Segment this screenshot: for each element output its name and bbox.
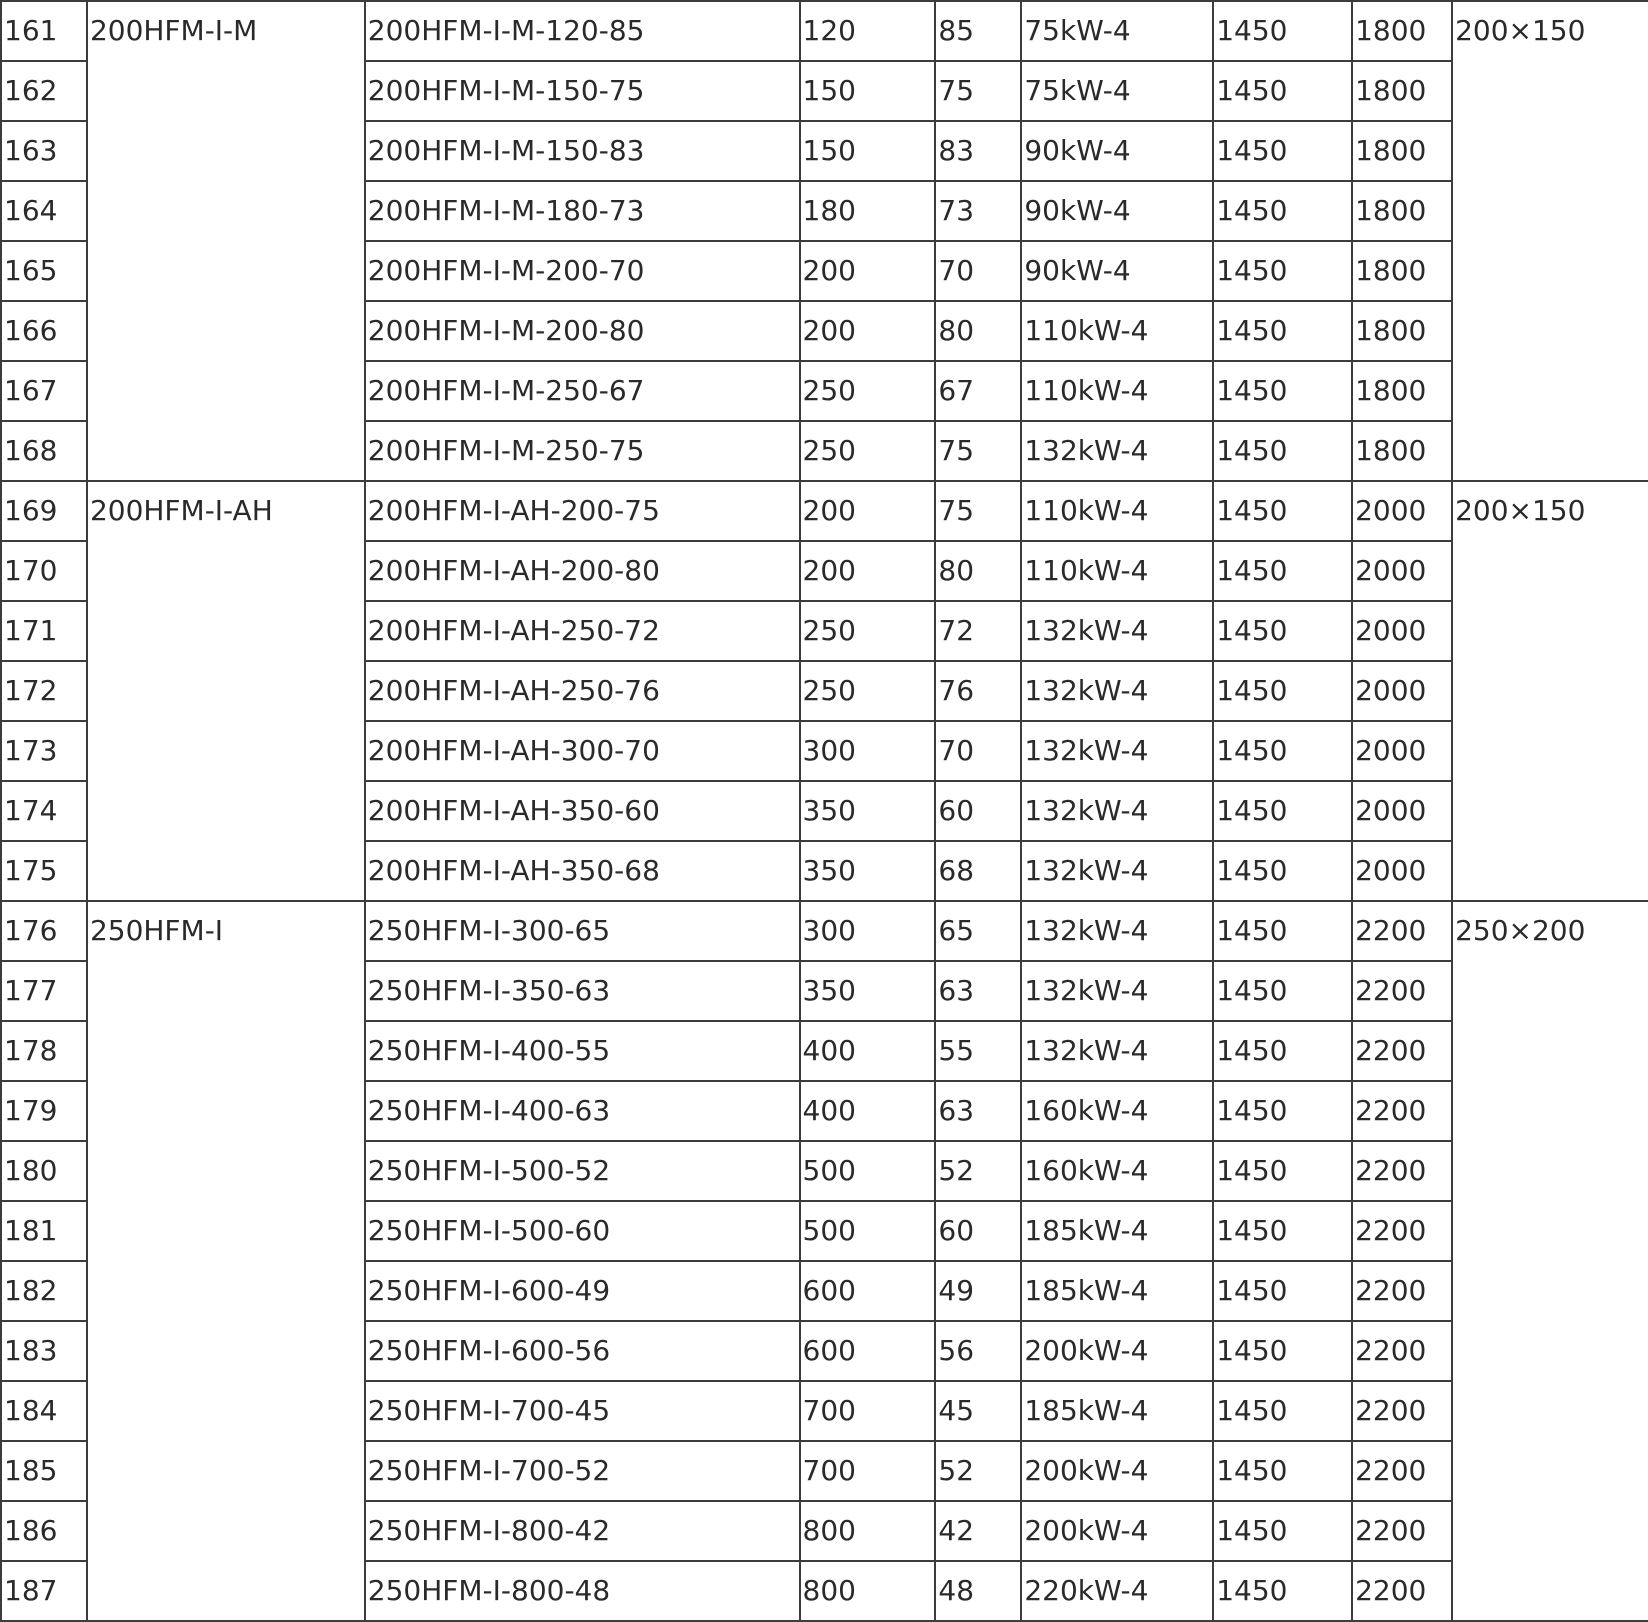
speed-cell: 1450 xyxy=(1213,721,1352,781)
motor-power-cell: 132kW-4 xyxy=(1021,661,1213,721)
head-cell: 70 xyxy=(935,721,1021,781)
row-number-cell: 181 xyxy=(1,1201,87,1261)
motor-power-cell: 132kW-4 xyxy=(1021,841,1213,901)
motor-power-cell: 160kW-4 xyxy=(1021,1081,1213,1141)
table-row xyxy=(1,901,1648,961)
model-cell: 200HFM-I-AH-200-75 xyxy=(365,481,800,541)
row-number-cell: 180 xyxy=(1,1141,87,1201)
model-cell: 250HFM-I-350-63 xyxy=(365,961,800,1021)
head-cell: 49 xyxy=(935,1261,1021,1321)
row-number-cell: 162 xyxy=(1,61,87,121)
impeller-diameter-cell: 2200 xyxy=(1352,961,1452,1021)
motor-power-cell: 110kW-4 xyxy=(1021,481,1213,541)
speed-cell: 1450 xyxy=(1213,421,1352,481)
impeller-diameter-cell: 2000 xyxy=(1352,841,1452,901)
model-cell: 200HFM-I-AH-350-68 xyxy=(365,841,800,901)
flow-cell: 600 xyxy=(800,1261,936,1321)
head-cell: 85 xyxy=(935,1,1021,61)
motor-power-cell: 185kW-4 xyxy=(1021,1381,1213,1441)
head-cell: 73 xyxy=(935,181,1021,241)
impeller-diameter-cell: 1800 xyxy=(1352,361,1452,421)
impeller-diameter-cell: 2200 xyxy=(1352,1381,1452,1441)
impeller-diameter-cell: 1800 xyxy=(1352,61,1452,121)
row-number-cell: 174 xyxy=(1,781,87,841)
motor-power-cell: 110kW-4 xyxy=(1021,541,1213,601)
speed-cell: 1450 xyxy=(1213,481,1352,541)
head-cell: 68 xyxy=(935,841,1021,901)
row-number-cell: 165 xyxy=(1,241,87,301)
impeller-diameter-cell: 2200 xyxy=(1352,1321,1452,1381)
impeller-diameter-cell: 2200 xyxy=(1352,1201,1452,1261)
series-cell: 200HFM-I-AH xyxy=(87,481,365,901)
speed-cell: 1450 xyxy=(1213,901,1352,961)
motor-power-cell: 110kW-4 xyxy=(1021,301,1213,361)
model-cell: 250HFM-I-800-48 xyxy=(365,1561,800,1621)
model-cell: 200HFM-I-AH-350-60 xyxy=(365,781,800,841)
impeller-diameter-cell: 2000 xyxy=(1352,601,1452,661)
model-cell: 200HFM-I-M-150-75 xyxy=(365,61,800,121)
outlet-size-cell: 200×150 xyxy=(1452,481,1648,901)
flow-cell: 500 xyxy=(800,1141,936,1201)
motor-power-cell: 110kW-4 xyxy=(1021,361,1213,421)
head-cell: 60 xyxy=(935,781,1021,841)
speed-cell: 1450 xyxy=(1213,1,1352,61)
speed-cell: 1450 xyxy=(1213,181,1352,241)
motor-power-cell: 90kW-4 xyxy=(1021,241,1213,301)
model-cell: 200HFM-I-M-200-70 xyxy=(365,241,800,301)
row-number-cell: 166 xyxy=(1,301,87,361)
speed-cell: 1450 xyxy=(1213,601,1352,661)
row-number-cell: 167 xyxy=(1,361,87,421)
row-number-cell: 161 xyxy=(1,1,87,61)
head-cell: 83 xyxy=(935,121,1021,181)
flow-cell: 700 xyxy=(800,1381,936,1441)
flow-cell: 800 xyxy=(800,1501,936,1561)
row-number-cell: 173 xyxy=(1,721,87,781)
flow-cell: 250 xyxy=(800,361,936,421)
model-cell: 250HFM-I-400-63 xyxy=(365,1081,800,1141)
speed-cell: 1450 xyxy=(1213,361,1352,421)
row-number-cell: 183 xyxy=(1,1321,87,1381)
head-cell: 75 xyxy=(935,481,1021,541)
head-cell: 75 xyxy=(935,61,1021,121)
model-cell: 250HFM-I-300-65 xyxy=(365,901,800,961)
impeller-diameter-cell: 2000 xyxy=(1352,661,1452,721)
flow-cell: 800 xyxy=(800,1561,936,1621)
model-cell: 200HFM-I-M-250-75 xyxy=(365,421,800,481)
motor-power-cell: 90kW-4 xyxy=(1021,121,1213,181)
impeller-diameter-cell: 2200 xyxy=(1352,1021,1452,1081)
motor-power-cell: 220kW-4 xyxy=(1021,1561,1213,1621)
flow-cell: 350 xyxy=(800,841,936,901)
head-cell: 80 xyxy=(935,541,1021,601)
series-cell: 200HFM-I-M xyxy=(87,1,365,481)
table-row xyxy=(1,481,1648,541)
head-cell: 63 xyxy=(935,1081,1021,1141)
flow-cell: 300 xyxy=(800,901,936,961)
motor-power-cell: 200kW-4 xyxy=(1021,1501,1213,1561)
head-cell: 45 xyxy=(935,1381,1021,1441)
impeller-diameter-cell: 2200 xyxy=(1352,1501,1452,1561)
head-cell: 56 xyxy=(935,1321,1021,1381)
row-number-cell: 170 xyxy=(1,541,87,601)
row-number-cell: 178 xyxy=(1,1021,87,1081)
row-number-cell: 187 xyxy=(1,1561,87,1621)
motor-power-cell: 132kW-4 xyxy=(1021,961,1213,1021)
impeller-diameter-cell: 2200 xyxy=(1352,901,1452,961)
flow-cell: 250 xyxy=(800,601,936,661)
speed-cell: 1450 xyxy=(1213,961,1352,1021)
speed-cell: 1450 xyxy=(1213,1321,1352,1381)
motor-power-cell: 90kW-4 xyxy=(1021,181,1213,241)
model-cell: 200HFM-I-M-180-73 xyxy=(365,181,800,241)
model-cell: 250HFM-I-400-55 xyxy=(365,1021,800,1081)
model-cell: 250HFM-I-700-45 xyxy=(365,1381,800,1441)
speed-cell: 1450 xyxy=(1213,1441,1352,1501)
motor-power-cell: 75kW-4 xyxy=(1021,61,1213,121)
row-number-cell: 163 xyxy=(1,121,87,181)
impeller-diameter-cell: 1800 xyxy=(1352,1,1452,61)
speed-cell: 1450 xyxy=(1213,61,1352,121)
flow-cell: 350 xyxy=(800,781,936,841)
speed-cell: 1450 xyxy=(1213,1561,1352,1621)
speed-cell: 1450 xyxy=(1213,121,1352,181)
flow-cell: 150 xyxy=(800,61,936,121)
model-cell: 200HFM-I-M-120-85 xyxy=(365,1,800,61)
flow-cell: 500 xyxy=(800,1201,936,1261)
impeller-diameter-cell: 2000 xyxy=(1352,721,1452,781)
head-cell: 60 xyxy=(935,1201,1021,1261)
head-cell: 67 xyxy=(935,361,1021,421)
speed-cell: 1450 xyxy=(1213,1081,1352,1141)
model-cell: 200HFM-I-M-150-83 xyxy=(365,121,800,181)
speed-cell: 1450 xyxy=(1213,241,1352,301)
row-number-cell: 184 xyxy=(1,1381,87,1441)
impeller-diameter-cell: 2200 xyxy=(1352,1561,1452,1621)
flow-cell: 250 xyxy=(800,421,936,481)
model-cell: 200HFM-I-M-250-67 xyxy=(365,361,800,421)
outlet-size-cell: 250×200 xyxy=(1452,901,1648,1621)
flow-cell: 180 xyxy=(800,181,936,241)
impeller-diameter-cell: 1800 xyxy=(1352,301,1452,361)
motor-power-cell: 132kW-4 xyxy=(1021,1021,1213,1081)
outlet-size-cell: 200×150 xyxy=(1452,1,1648,481)
head-cell: 52 xyxy=(935,1141,1021,1201)
row-number-cell: 164 xyxy=(1,181,87,241)
impeller-diameter-cell: 2000 xyxy=(1352,541,1452,601)
impeller-diameter-cell: 2200 xyxy=(1352,1081,1452,1141)
speed-cell: 1450 xyxy=(1213,781,1352,841)
flow-cell: 350 xyxy=(800,961,936,1021)
impeller-diameter-cell: 2200 xyxy=(1352,1441,1452,1501)
head-cell: 70 xyxy=(935,241,1021,301)
head-cell: 76 xyxy=(935,661,1021,721)
head-cell: 48 xyxy=(935,1561,1021,1621)
speed-cell: 1450 xyxy=(1213,1261,1352,1321)
motor-power-cell: 132kW-4 xyxy=(1021,781,1213,841)
impeller-diameter-cell: 1800 xyxy=(1352,421,1452,481)
speed-cell: 1450 xyxy=(1213,1141,1352,1201)
model-cell: 200HFM-I-AH-200-80 xyxy=(365,541,800,601)
model-cell: 250HFM-I-800-42 xyxy=(365,1501,800,1561)
model-cell: 250HFM-I-500-52 xyxy=(365,1141,800,1201)
flow-cell: 250 xyxy=(800,661,936,721)
row-number-cell: 175 xyxy=(1,841,87,901)
flow-cell: 150 xyxy=(800,121,936,181)
model-cell: 250HFM-I-600-56 xyxy=(365,1321,800,1381)
head-cell: 63 xyxy=(935,961,1021,1021)
speed-cell: 1450 xyxy=(1213,1021,1352,1081)
model-cell: 200HFM-I-AH-250-72 xyxy=(365,601,800,661)
motor-power-cell: 160kW-4 xyxy=(1021,1141,1213,1201)
head-cell: 75 xyxy=(935,421,1021,481)
motor-power-cell: 132kW-4 xyxy=(1021,721,1213,781)
head-cell: 42 xyxy=(935,1501,1021,1561)
flow-cell: 400 xyxy=(800,1081,936,1141)
speed-cell: 1450 xyxy=(1213,1201,1352,1261)
spec-table-body xyxy=(1,1,1648,1621)
impeller-diameter-cell: 1800 xyxy=(1352,121,1452,181)
impeller-diameter-cell: 1800 xyxy=(1352,181,1452,241)
flow-cell: 600 xyxy=(800,1321,936,1381)
motor-power-cell: 75kW-4 xyxy=(1021,1,1213,61)
row-number-cell: 182 xyxy=(1,1261,87,1321)
flow-cell: 200 xyxy=(800,541,936,601)
row-number-cell: 177 xyxy=(1,961,87,1021)
row-number-cell: 176 xyxy=(1,901,87,961)
row-number-cell: 179 xyxy=(1,1081,87,1141)
row-number-cell: 171 xyxy=(1,601,87,661)
model-cell: 250HFM-I-700-52 xyxy=(365,1441,800,1501)
model-cell: 250HFM-I-500-60 xyxy=(365,1201,800,1261)
speed-cell: 1450 xyxy=(1213,1381,1352,1441)
head-cell: 65 xyxy=(935,901,1021,961)
row-number-cell: 186 xyxy=(1,1501,87,1561)
impeller-diameter-cell: 2200 xyxy=(1352,1261,1452,1321)
head-cell: 55 xyxy=(935,1021,1021,1081)
motor-power-cell: 132kW-4 xyxy=(1021,601,1213,661)
row-number-cell: 172 xyxy=(1,661,87,721)
row-number-cell: 168 xyxy=(1,421,87,481)
speed-cell: 1450 xyxy=(1213,841,1352,901)
speed-cell: 1450 xyxy=(1213,301,1352,361)
row-number-cell: 169 xyxy=(1,481,87,541)
model-cell: 200HFM-I-M-200-80 xyxy=(365,301,800,361)
motor-power-cell: 185kW-4 xyxy=(1021,1261,1213,1321)
head-cell: 52 xyxy=(935,1441,1021,1501)
motor-power-cell: 132kW-4 xyxy=(1021,421,1213,481)
series-cell: 250HFM-I xyxy=(87,901,365,1621)
impeller-diameter-cell: 2200 xyxy=(1352,1141,1452,1201)
motor-power-cell: 200kW-4 xyxy=(1021,1441,1213,1501)
impeller-diameter-cell: 1800 xyxy=(1352,241,1452,301)
model-cell: 200HFM-I-AH-250-76 xyxy=(365,661,800,721)
model-cell: 200HFM-I-AH-300-70 xyxy=(365,721,800,781)
head-cell: 80 xyxy=(935,301,1021,361)
table-row xyxy=(1,1,1648,61)
flow-cell: 200 xyxy=(800,481,936,541)
flow-cell: 300 xyxy=(800,721,936,781)
motor-power-cell: 132kW-4 xyxy=(1021,901,1213,961)
flow-cell: 120 xyxy=(800,1,936,61)
head-cell: 72 xyxy=(935,601,1021,661)
motor-power-cell: 185kW-4 xyxy=(1021,1201,1213,1261)
speed-cell: 1450 xyxy=(1213,661,1352,721)
motor-power-cell: 200kW-4 xyxy=(1021,1321,1213,1381)
speed-cell: 1450 xyxy=(1213,541,1352,601)
flow-cell: 700 xyxy=(800,1441,936,1501)
row-number-cell: 185 xyxy=(1,1441,87,1501)
flow-cell: 200 xyxy=(800,241,936,301)
impeller-diameter-cell: 2000 xyxy=(1352,781,1452,841)
flow-cell: 200 xyxy=(800,301,936,361)
speed-cell: 1450 xyxy=(1213,1501,1352,1561)
impeller-diameter-cell: 2000 xyxy=(1352,481,1452,541)
flow-cell: 400 xyxy=(800,1021,936,1081)
model-cell: 250HFM-I-600-49 xyxy=(365,1261,800,1321)
